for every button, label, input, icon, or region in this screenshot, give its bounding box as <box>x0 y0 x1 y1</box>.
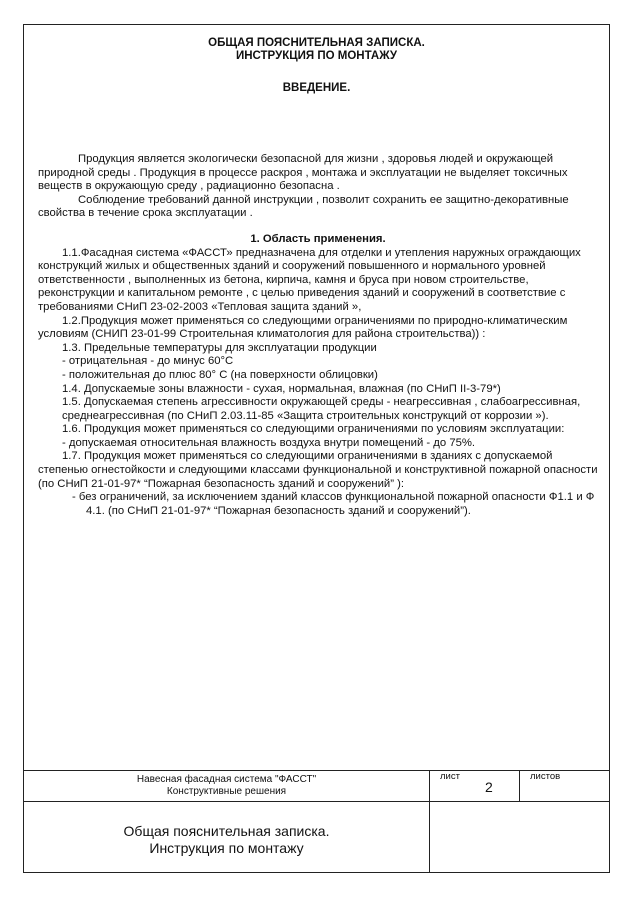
sheets-total-cell <box>520 771 609 801</box>
clause-1-3-item-positive: - положительная до плюс 80° С (на поверхности облицовки) <box>62 368 378 381</box>
intro-heading: ВВЕДЕНИЕ. <box>282 82 351 94</box>
title-block-row-1 <box>24 771 609 802</box>
document-name-line-1: Общая пояснительная записка. <box>123 823 330 839</box>
title-block-container <box>23 24 610 873</box>
intro-paragraph-1: Продукция является экологически безопасной для жизни , здоровья людей и окружающей природной среды . Продукция в процессе раскроя , монтажа и эксплуатации не выделяет токсичных веществ в окружающую среду , радиационно безопасна . <box>38 153 568 193</box>
sheet-label: лист <box>440 771 460 782</box>
clause-1-3: 1.3. Предельные температуры для эксплуатации продукции <box>62 341 377 354</box>
clause-1-1: 1.1.Фасадная система «ФАССТ» предназначена для отделки и утепления наружных ограждающих конструкций жилых и общественных зданий и сооружений повышенного и нормального уровней ответственности , выполненных из бетона, кирпича, камня и бруса при новом строительстве, реконструкции и капитальном ремонте , с целью приведения зданий и сооружений в соответствие с требованиями СНиП 23-02-2003 «Тепловая защита зданий », <box>38 246 581 313</box>
project-name: Навесная фасадная система "ФАССТ" <box>136 774 317 785</box>
section-1-title: 1. Область применения. <box>250 232 386 245</box>
clause-1-6: 1.6. Продукция может применяться со следующими ограничениями по условиям эксплуатации: <box>62 423 565 436</box>
document-name-line-2: Инструкция по монтажу <box>149 840 304 856</box>
sheet-number: 2 <box>485 779 493 795</box>
title-block-row-2 <box>24 801 609 872</box>
title-block <box>24 770 609 872</box>
clause-1-2: 1.2.Продукция может применяться со следующими ограничениями по природно-климатическим условиям (СНИП 23-01-99 Строительная климатология для района строительства)) : <box>38 314 568 341</box>
clause-1-7: 1.7. Продукция может применяться со следующими ограничениями в зданиях с допускаемой степенью огнестойкости и следующими классами функциональной и конструктивной пожарной опасности (по СНиП 21-01-97* “Пожарная безопасность зданий и сооружений” ): <box>38 450 598 490</box>
clause-1-3-item-negative: - отрицательная - до минус 60°С <box>62 355 234 368</box>
sheets-label: листов <box>530 771 561 782</box>
project-name-cell <box>24 771 430 801</box>
title-line-1: ОБЩАЯ ПОЯСНИТЕЛЬНАЯ ЗАПИСКА. <box>208 37 425 49</box>
project-subtitle: Конструктивные решения <box>166 786 287 797</box>
document-name-cell <box>24 801 430 872</box>
clause-1-6-item-humidity: - допускаемая относительная влажность воздуха внутри помещений - до 75%. <box>62 436 476 449</box>
intro-paragraph-2: Соблюдение требований данной инструкции , позволит сохранить ее защитно-декоративные свойства в течение срока эксплуатации . <box>38 193 569 220</box>
clause-1-4: 1.4. Допускаемые зоны влажности - сухая, нормальная, влажная (по СНиП II-3-79*) <box>62 382 501 395</box>
clause-1-5: 1.5. Допускаемая степень агрессивности окружающей среды - неагрессивная , слабоагрессивная, среднеагрессивная (по СНиП 2.03.11-85 «Защита строительных конструкций от коррозии »). <box>62 396 581 422</box>
clause-1-7-item-fire: - без ограничений, за исключением зданий классов функциональной пожарной опасности Ф1.1 и Ф 4.1. (по СНиП 21-01-97* “Пожарная безопасность зданий и сооружений”). <box>72 491 595 517</box>
title-line-2: ИНСТРУКЦИЯ ПО МОНТАЖУ <box>235 50 398 62</box>
sheet-cell <box>430 771 520 801</box>
